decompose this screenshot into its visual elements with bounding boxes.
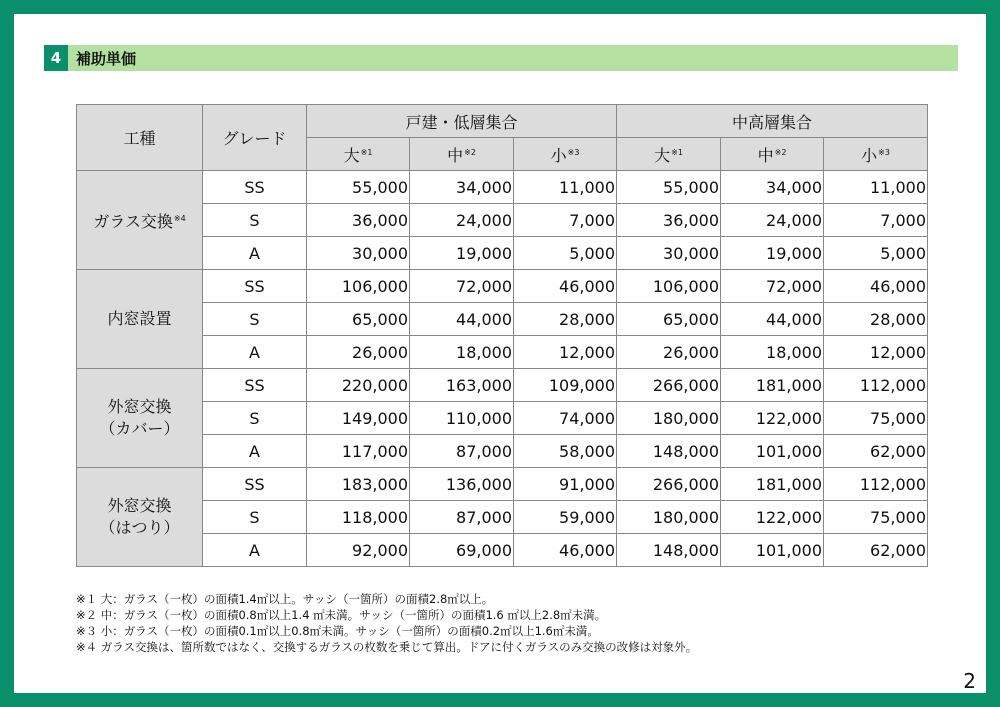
grade-cell: S <box>203 501 307 534</box>
price-cell <box>307 336 410 369</box>
size-label: 大 <box>654 145 671 165</box>
price-cell <box>307 237 410 270</box>
price-cell <box>410 501 514 534</box>
price-value: 55,000 <box>352 177 408 197</box>
price-value: 58,000 <box>559 441 615 461</box>
price-cell <box>410 171 514 204</box>
price-value: 44,000 <box>456 309 512 329</box>
grade-cell: S <box>203 303 307 336</box>
price-cell <box>617 171 721 204</box>
price-value: 5,000 <box>880 243 926 263</box>
header-grade: グレード <box>203 105 307 171</box>
footnote-line: ※３ 小：ガラス（一枚）の面積0.1㎡以上0.8㎡未満。サッシ（一箇所）の面積0.2㎡以上1.6㎡未満。 <box>76 624 599 638</box>
price-cell <box>410 435 514 468</box>
category-cell <box>77 369 203 468</box>
header-group-midrise: 中高層集合 <box>617 105 928 138</box>
price-value: 34,000 <box>456 177 512 197</box>
size-note: ※3 <box>878 147 890 157</box>
price-value: 26,000 <box>663 342 719 362</box>
price-cell <box>617 501 721 534</box>
price-value: 24,000 <box>766 210 822 230</box>
price-value: 69,000 <box>456 540 512 560</box>
table-row <box>77 336 928 369</box>
price-value: 5,000 <box>569 243 615 263</box>
price-value: 75,000 <box>870 507 926 527</box>
price-cell <box>617 435 721 468</box>
price-cell <box>410 468 514 501</box>
price-cell <box>514 237 617 270</box>
price-value: 30,000 <box>663 243 719 263</box>
price-cell <box>307 435 410 468</box>
price-value: 163,000 <box>445 375 512 395</box>
footnote-line: ※２ 中：ガラス（一枚）の面積0.8㎡以上1.4 ㎡未満。サッシ（一箇所）の面積1.6 ㎡以上2.8㎡未満。 <box>76 608 607 622</box>
header-size-4 <box>721 138 824 171</box>
price-value: 122,000 <box>755 408 822 428</box>
price-cell <box>307 534 410 567</box>
price-cell <box>617 237 721 270</box>
price-cell <box>410 270 514 303</box>
price-cell <box>721 534 824 567</box>
price-value: 12,000 <box>559 342 615 362</box>
table-row <box>77 171 928 204</box>
size-label: 大 <box>343 145 360 165</box>
section-header <box>44 45 958 71</box>
price-value: 117,000 <box>341 441 408 461</box>
price-cell <box>514 501 617 534</box>
price-cell <box>721 435 824 468</box>
price-cell <box>721 336 824 369</box>
price-cell <box>824 171 928 204</box>
grade-cell: A <box>203 435 307 468</box>
price-cell <box>824 237 928 270</box>
price-cell <box>410 303 514 336</box>
price-cell <box>617 534 721 567</box>
table-row <box>77 501 928 534</box>
price-value: 34,000 <box>766 177 822 197</box>
table-row <box>77 204 928 237</box>
price-value: 11,000 <box>870 177 926 197</box>
price-value: 19,000 <box>766 243 822 263</box>
grade-cell: A <box>203 336 307 369</box>
price-value: 181,000 <box>755 474 822 494</box>
price-cell <box>514 534 617 567</box>
price-cell <box>307 204 410 237</box>
price-value: 91,000 <box>559 474 615 494</box>
price-value: 24,000 <box>456 210 512 230</box>
table-row <box>77 303 928 336</box>
price-value: 101,000 <box>755 441 822 461</box>
price-cell <box>824 534 928 567</box>
category-name: ガラス交換 <box>93 211 173 231</box>
price-cell <box>514 270 617 303</box>
price-cell <box>410 336 514 369</box>
grade-cell: S <box>203 204 307 237</box>
price-value: 44,000 <box>766 309 822 329</box>
price-cell <box>721 501 824 534</box>
price-cell <box>824 303 928 336</box>
size-note: ※1 <box>671 147 683 157</box>
price-value: 28,000 <box>559 309 615 329</box>
size-label: 中 <box>757 145 774 165</box>
price-value: 220,000 <box>341 375 408 395</box>
price-cell <box>410 369 514 402</box>
price-cell <box>721 402 824 435</box>
price-cell <box>514 303 617 336</box>
price-cell <box>307 369 410 402</box>
price-value: 19,000 <box>456 243 512 263</box>
header-work-type: 工種 <box>77 105 203 171</box>
price-cell <box>824 204 928 237</box>
price-cell <box>721 204 824 237</box>
grade-cell: A <box>203 534 307 567</box>
category-name: 外窓交換 <box>107 496 172 515</box>
price-value: 28,000 <box>870 309 926 329</box>
price-cell <box>824 336 928 369</box>
price-value: 36,000 <box>352 210 408 230</box>
price-value: 112,000 <box>859 474 926 494</box>
footnote-line: ※４ ガラス交換は、箇所数ではなく、交換するガラスの枚数を乗じて算出。ドアに付くガラスのみ交換の改修は対象外。 <box>76 640 698 654</box>
price-cell <box>617 402 721 435</box>
category-cell <box>77 270 203 369</box>
table-row <box>77 534 928 567</box>
size-note: ※1 <box>360 147 373 157</box>
section-title: 補助単価 <box>76 49 137 68</box>
size-label: 中 <box>447 145 464 165</box>
grade-cell: SS <box>203 270 307 303</box>
price-value: 59,000 <box>559 507 615 527</box>
grade-cell: S <box>203 402 307 435</box>
price-value: 7,000 <box>880 210 926 230</box>
price-value: 55,000 <box>663 177 719 197</box>
price-cell <box>721 468 824 501</box>
table-body <box>77 171 928 567</box>
table-row <box>77 468 928 501</box>
price-cell <box>721 303 824 336</box>
category-subname: （はつり） <box>99 518 180 537</box>
section-number: 4 <box>44 45 68 71</box>
price-value: 18,000 <box>766 342 822 362</box>
price-cell <box>514 171 617 204</box>
table-row <box>77 270 928 303</box>
price-value: 62,000 <box>870 540 926 560</box>
grade-cell: SS <box>203 171 307 204</box>
price-value: 12,000 <box>870 342 926 362</box>
price-value: 181,000 <box>755 375 822 395</box>
price-value: 65,000 <box>352 309 408 329</box>
price-cell <box>721 171 824 204</box>
price-value: 11,000 <box>559 177 615 197</box>
price-value: 266,000 <box>652 474 719 494</box>
size-label: 小 <box>861 145 878 165</box>
category-name: 内窓設置 <box>107 309 172 328</box>
price-cell <box>514 402 617 435</box>
price-value: 46,000 <box>559 540 615 560</box>
price-value: 112,000 <box>859 375 926 395</box>
price-value: 136,000 <box>445 474 512 494</box>
size-label: 小 <box>550 145 567 165</box>
footnote-line: ※１ 大：ガラス（一枚）の面積1.4㎡以上。サッシ（一箇所）の面積2.8㎡以上。 <box>76 592 494 606</box>
price-cell <box>410 204 514 237</box>
price-value: 30,000 <box>352 243 408 263</box>
price-value: 180,000 <box>652 408 719 428</box>
price-value: 110,000 <box>445 408 512 428</box>
footnotes <box>76 591 697 655</box>
price-cell <box>721 237 824 270</box>
category-cell <box>77 468 203 567</box>
price-cell <box>617 204 721 237</box>
price-cell <box>721 270 824 303</box>
price-value: 106,000 <box>652 276 719 296</box>
price-cell <box>824 369 928 402</box>
price-cell <box>307 303 410 336</box>
price-cell <box>410 402 514 435</box>
header-group-detached: 戸建・低層集合 <box>307 105 617 138</box>
price-value: 118,000 <box>341 507 408 527</box>
price-cell <box>307 402 410 435</box>
price-value: 148,000 <box>652 540 719 560</box>
header-size-1 <box>410 138 514 171</box>
price-cell <box>617 468 721 501</box>
table-row <box>77 402 928 435</box>
subsidy-price-table <box>76 104 928 567</box>
price-value: 183,000 <box>341 474 408 494</box>
table-row <box>77 237 928 270</box>
price-value: 87,000 <box>456 441 512 461</box>
size-note: ※3 <box>567 147 580 157</box>
category-subname: （カバー） <box>99 419 180 438</box>
price-value: 75,000 <box>870 408 926 428</box>
price-cell <box>307 468 410 501</box>
price-value: 46,000 <box>870 276 926 296</box>
price-value: 122,000 <box>755 507 822 527</box>
price-cell <box>514 369 617 402</box>
table-row <box>77 369 928 402</box>
price-cell <box>824 270 928 303</box>
grade-cell: SS <box>203 468 307 501</box>
category-cell <box>77 171 203 270</box>
price-value: 266,000 <box>652 375 719 395</box>
price-value: 72,000 <box>766 276 822 296</box>
price-cell <box>514 468 617 501</box>
page-number: 2 <box>963 669 976 693</box>
price-value: 7,000 <box>569 210 615 230</box>
price-value: 106,000 <box>341 276 408 296</box>
price-cell <box>410 237 514 270</box>
grade-cell: A <box>203 237 307 270</box>
price-cell <box>514 435 617 468</box>
price-cell <box>307 171 410 204</box>
price-cell <box>617 369 721 402</box>
price-value: 149,000 <box>341 408 408 428</box>
price-cell <box>617 303 721 336</box>
price-value: 46,000 <box>559 276 615 296</box>
price-cell <box>410 534 514 567</box>
price-cell <box>307 270 410 303</box>
price-value: 62,000 <box>870 441 926 461</box>
price-cell <box>307 501 410 534</box>
table-row <box>77 435 928 468</box>
price-value: 109,000 <box>548 375 615 395</box>
price-value: 148,000 <box>652 441 719 461</box>
price-cell <box>824 435 928 468</box>
price-value: 18,000 <box>456 342 512 362</box>
price-cell <box>721 369 824 402</box>
category-name: 外窓交換 <box>107 397 172 416</box>
price-value: 92,000 <box>352 540 408 560</box>
price-cell <box>617 336 721 369</box>
header-size-5 <box>824 138 928 171</box>
price-value: 180,000 <box>652 507 719 527</box>
price-value: 36,000 <box>663 210 719 230</box>
size-note: ※2 <box>774 147 787 157</box>
price-cell <box>824 468 928 501</box>
price-cell <box>824 501 928 534</box>
header-size-3 <box>617 138 721 171</box>
category-note: ※4 <box>173 213 186 223</box>
price-value: 65,000 <box>663 309 719 329</box>
price-cell <box>514 336 617 369</box>
price-value: 26,000 <box>352 342 408 362</box>
price-cell <box>514 204 617 237</box>
price-cell <box>617 270 721 303</box>
size-note: ※2 <box>464 147 476 157</box>
grade-cell: SS <box>203 369 307 402</box>
header-size-0 <box>307 138 410 171</box>
price-cell <box>824 402 928 435</box>
price-value: 101,000 <box>755 540 822 560</box>
price-value: 87,000 <box>456 507 512 527</box>
header-size-2 <box>514 138 617 171</box>
price-value: 74,000 <box>559 408 615 428</box>
price-value: 72,000 <box>456 276 512 296</box>
